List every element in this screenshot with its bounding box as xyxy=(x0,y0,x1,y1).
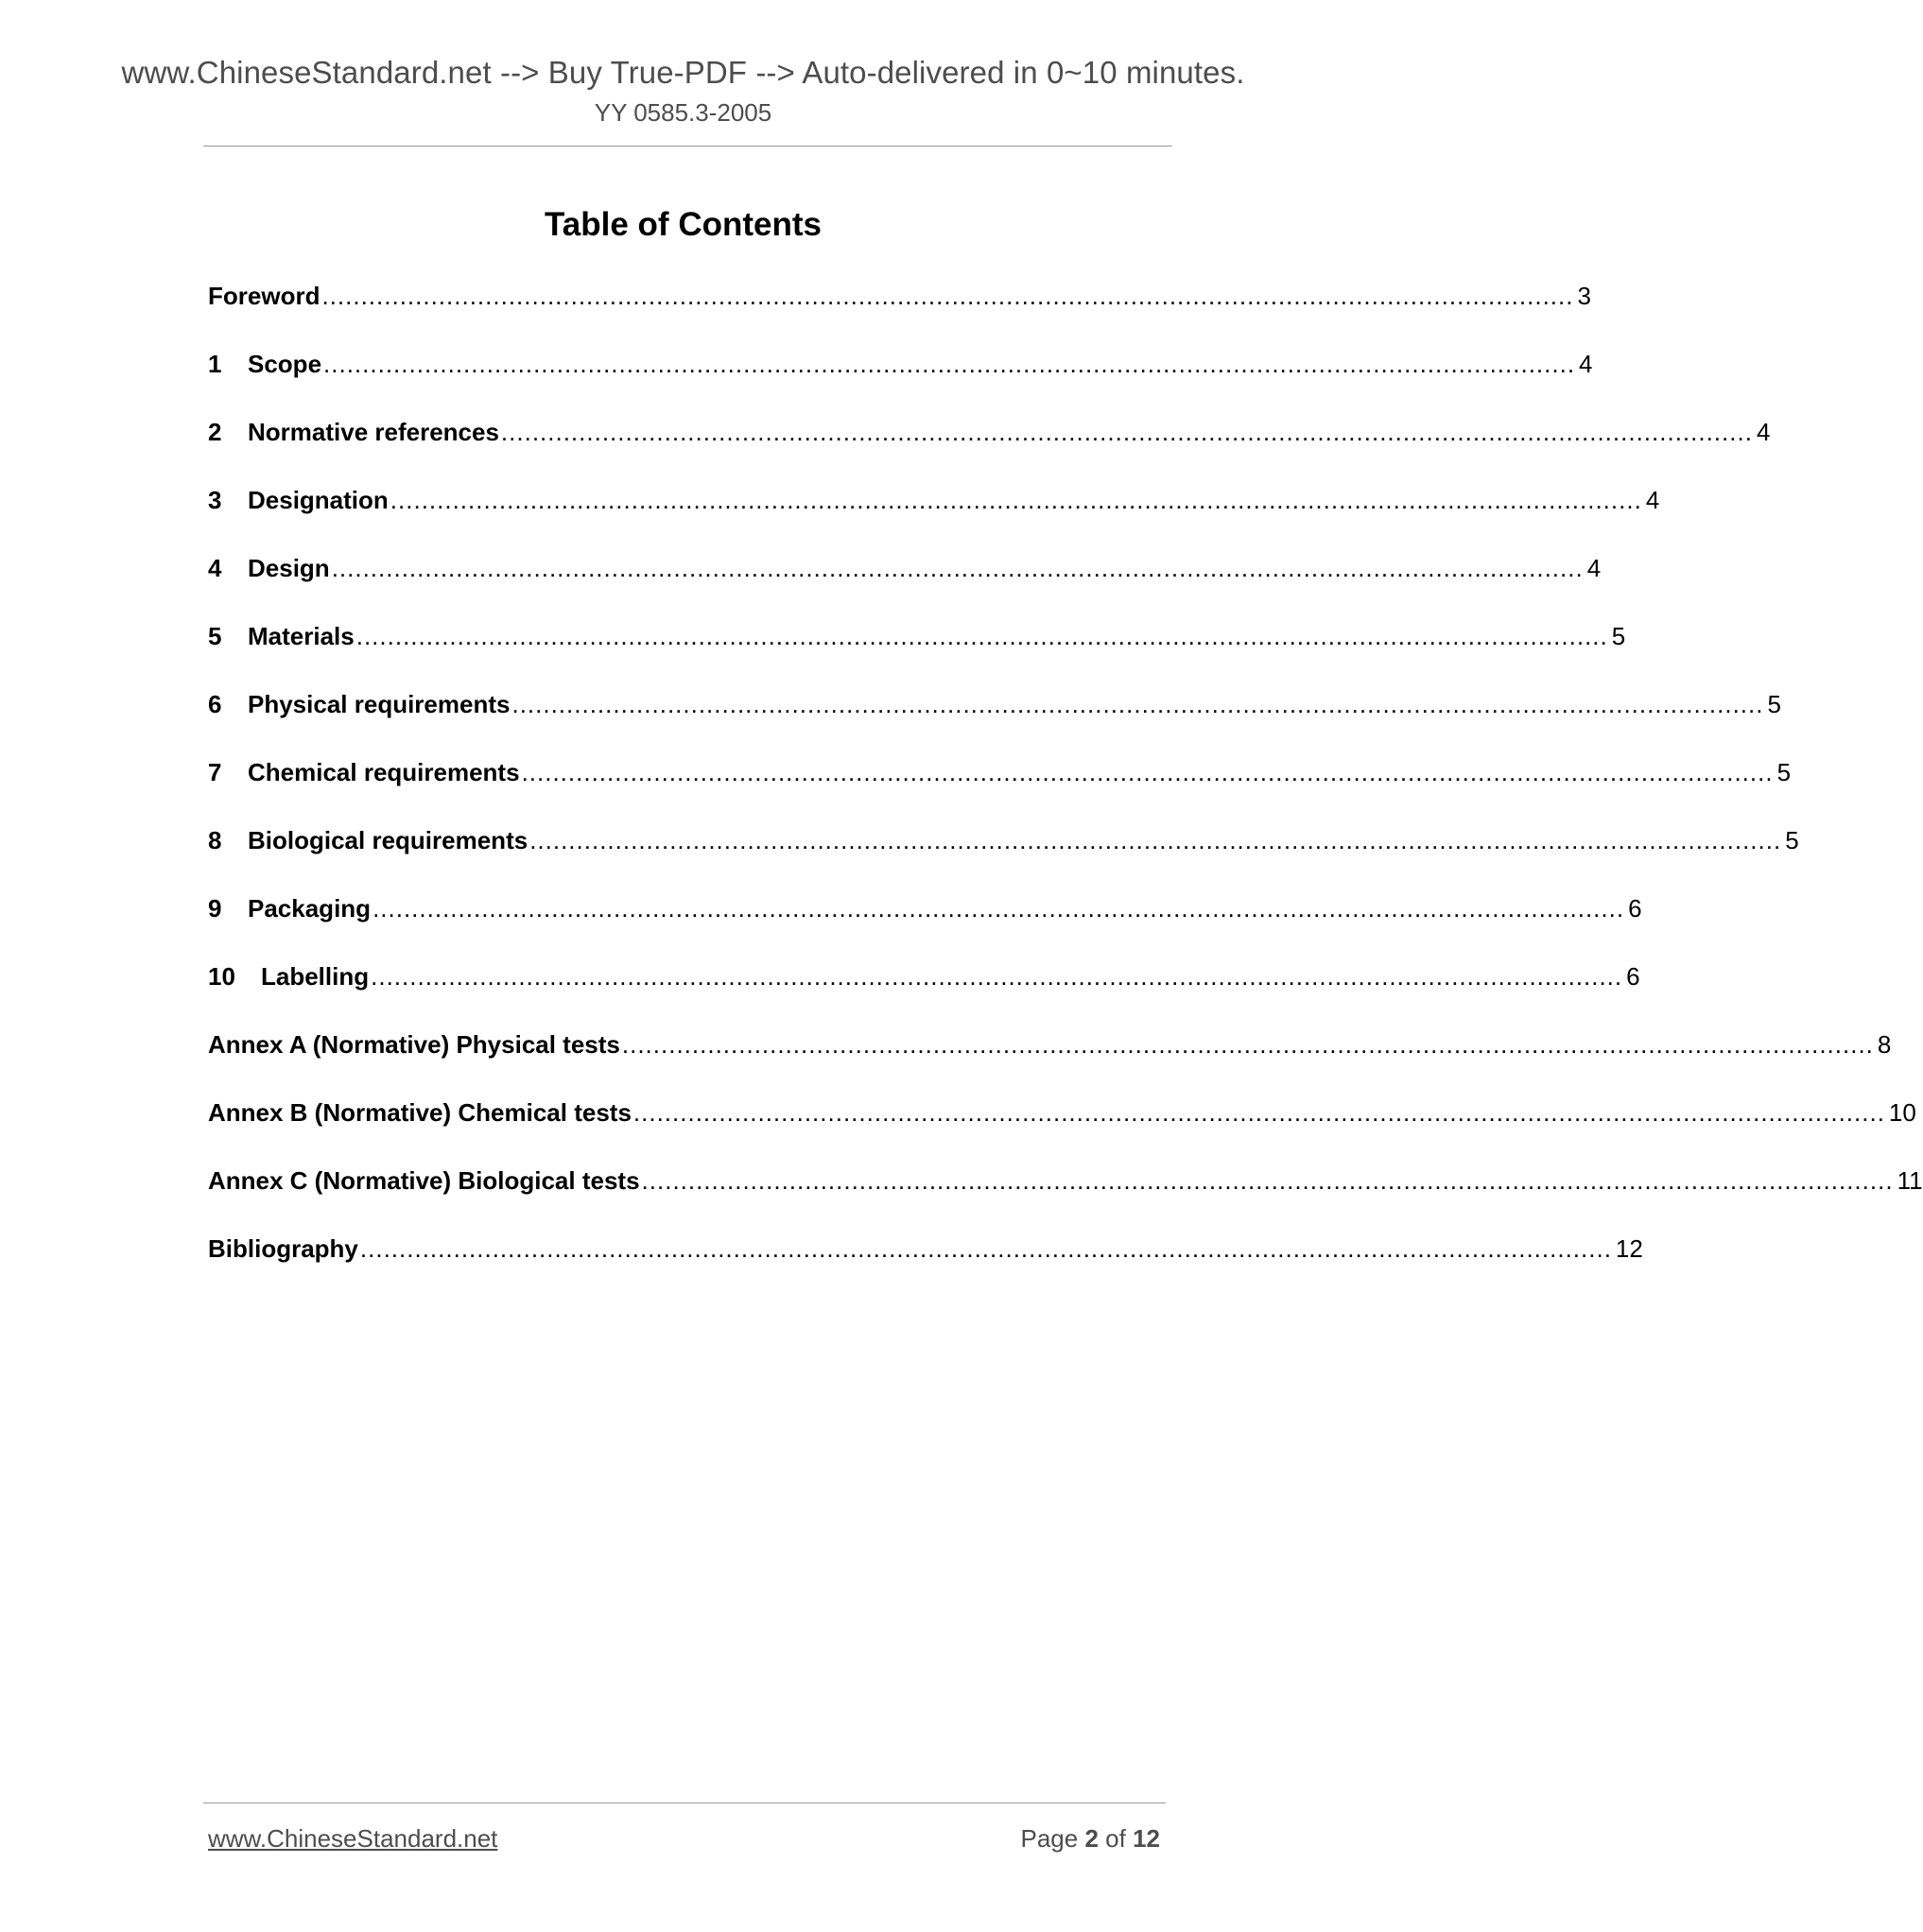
footer-site-link[interactable]: www.ChineseStandard.net xyxy=(208,1824,498,1853)
toc-entry-number: 7 xyxy=(208,758,222,786)
current-page: 2 xyxy=(1084,1824,1099,1853)
page-number xyxy=(1020,1824,1160,1854)
toc-entry-label: Materials xyxy=(248,622,355,650)
toc-entry-label: Biological requirements xyxy=(248,826,528,854)
table-of-contents xyxy=(208,282,1923,1302)
toc-entry-page: 4 xyxy=(1586,554,1602,582)
toc-entry-page: 4 xyxy=(1756,418,1771,446)
toc-entry-annex-a[interactable] xyxy=(208,1030,1892,1098)
header-banner: www.ChineseStandard.net --> Buy True-PDF --> Auto-delivered in 0~10 minutes. xyxy=(121,55,1245,90)
toc-entry-scope[interactable] xyxy=(208,350,1593,418)
toc-entry-page: 10 xyxy=(1888,1098,1916,1127)
toc-leader-dots: ................................................................................................................................................................. xyxy=(390,486,1642,514)
toc-entry-number: 4 xyxy=(208,554,222,582)
toc-entry-number: 1 xyxy=(208,350,222,378)
toc-entry-materials[interactable] xyxy=(208,622,1626,690)
toc-leader-dots: ................................................................................................................................................................. xyxy=(511,690,1764,718)
toc-entry-label: Annex A (Normative) Physical tests xyxy=(208,1030,620,1059)
toc-entry-label: Annex B (Normative) Chemical tests xyxy=(208,1098,632,1127)
toc-entry-bibliography[interactable] xyxy=(208,1234,1643,1302)
toc-entry-page: 3 xyxy=(1577,282,1591,310)
page-prefix: Page xyxy=(1020,1824,1079,1853)
toc-entry-annex-c[interactable] xyxy=(208,1166,1923,1234)
toc-entry-number: 5 xyxy=(208,622,222,650)
toc-entry-label: Annex C (Normative) Biological tests xyxy=(208,1166,640,1195)
toc-entry-number: 2 xyxy=(208,418,222,446)
toc-leader-dots: ................................................................................................................................................................. xyxy=(521,758,1774,786)
toc-entry-chemical-requirements[interactable] xyxy=(208,758,1792,826)
toc-entry-labelling[interactable] xyxy=(208,962,1640,1030)
toc-entry-number: 10 xyxy=(208,962,235,991)
toc-entry-label: Bibliography xyxy=(208,1234,358,1263)
toc-entry-page: 11 xyxy=(1897,1166,1923,1195)
toc-leader-dots: ................................................................................................................................................................. xyxy=(359,1234,1612,1263)
toc-entry-label: Design xyxy=(248,554,330,582)
toc-entry-label: Scope xyxy=(248,350,322,378)
toc-entry-page: 12 xyxy=(1615,1234,1643,1263)
toc-entry-page: 6 xyxy=(1628,894,1642,923)
toc-entry-page: 5 xyxy=(1767,690,1781,718)
toc-leader-dots: ................................................................................................................................................................. xyxy=(323,350,1576,378)
toc-leader-dots: ................................................................................................................................................................. xyxy=(621,1030,1874,1059)
toc-entry-page: 5 xyxy=(1611,622,1626,650)
toc-entry-label: Labelling xyxy=(261,962,370,991)
standard-code: YY 0585.3-2005 xyxy=(594,98,772,127)
toc-entry-design[interactable] xyxy=(208,554,1602,622)
toc-entry-label: Physical requirements xyxy=(248,690,511,718)
toc-leader-dots: ................................................................................................................................................................. xyxy=(355,622,1608,650)
toc-entry-physical-requirements[interactable] xyxy=(208,690,1781,758)
toc-entry-number: 8 xyxy=(208,826,222,854)
toc-entry-packaging[interactable] xyxy=(208,894,1642,962)
toc-entry-foreword[interactable] xyxy=(208,282,1591,350)
toc-entry-label: Normative references xyxy=(248,418,499,446)
toc-entry-label: Designation xyxy=(248,486,389,514)
toc-entry-biological-requirements[interactable] xyxy=(208,826,1799,894)
toc-entry-designation[interactable] xyxy=(208,486,1660,554)
toc-entry-page: 6 xyxy=(1626,962,1640,991)
toc-entry-page: 5 xyxy=(1785,826,1799,854)
toc-entry-page: 5 xyxy=(1776,758,1792,786)
toc-leader-dots: ................................................................................................................................................................. xyxy=(372,894,1625,923)
toc-entry-normative-references[interactable] xyxy=(208,418,1771,486)
total-pages: 12 xyxy=(1133,1824,1160,1853)
toc-entry-label: Packaging xyxy=(248,894,372,923)
toc-entry-label: Chemical requirements xyxy=(248,758,520,786)
toc-entry-annex-b[interactable] xyxy=(208,1098,1916,1166)
toc-entry-number: 3 xyxy=(208,486,222,514)
toc-leader-dots: ................................................................................................................................................................. xyxy=(321,282,1574,310)
toc-leader-dots: ................................................................................................................................................................. xyxy=(632,1098,1885,1127)
toc-leader-dots: ................................................................................................................................................................. xyxy=(641,1166,1894,1195)
toc-entry-label: Foreword xyxy=(208,282,320,310)
toc-entry-page: 4 xyxy=(1579,350,1593,378)
page-of: of xyxy=(1105,1824,1126,1853)
toc-leader-dots: ................................................................................................................................................................. xyxy=(500,418,1753,446)
toc-entry-page: 8 xyxy=(1877,1030,1892,1059)
toc-leader-dots: ................................................................................................................................................................. xyxy=(371,962,1623,991)
toc-entry-number: 9 xyxy=(208,894,222,923)
toc-leader-dots: ................................................................................................................................................................. xyxy=(529,826,1782,854)
toc-leader-dots: ................................................................................................................................................................. xyxy=(331,554,1584,582)
header-divider xyxy=(203,146,1172,147)
toc-entry-number: 6 xyxy=(208,690,222,718)
toc-entry-page: 4 xyxy=(1645,486,1660,514)
page-title: Table of Contents xyxy=(545,206,822,243)
